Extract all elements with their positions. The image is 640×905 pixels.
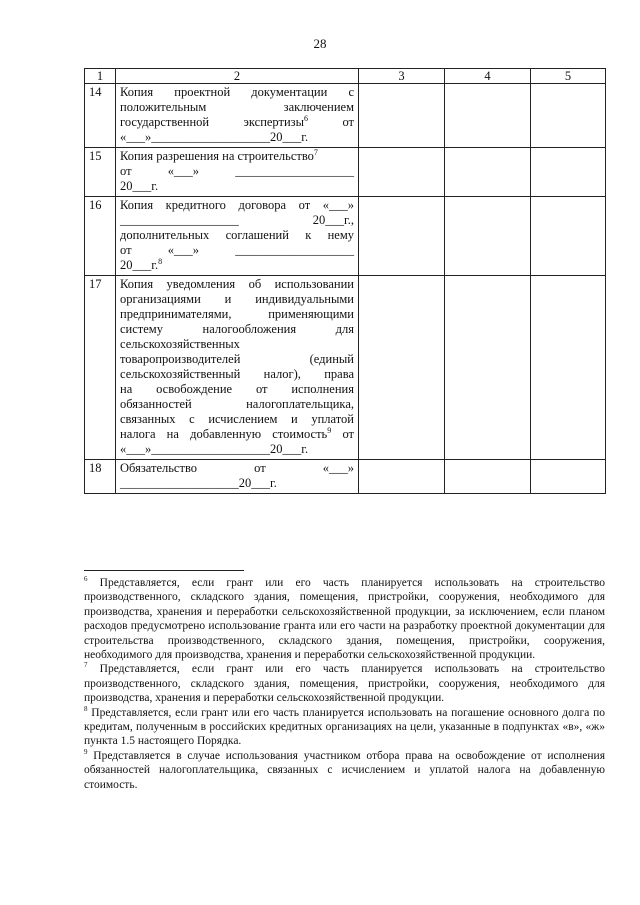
row-cell-col-5 — [531, 84, 606, 148]
page-number: 28 — [313, 36, 327, 51]
row-cell-col-5 — [531, 276, 606, 460]
row-cell-col-5 — [531, 197, 606, 276]
header-col-5: 5 — [531, 69, 606, 84]
description-line: ___________________20___г. — [120, 476, 277, 490]
footnote-mark: 9 — [84, 748, 88, 757]
footnote-text: Представляется, если грант или его часть планируется использовать на погашение основного долга по кредитам, полученным в российских кредитных организациях на цели, указанные в подпунктах «в», «ж» пункта 1.5 настоящего Порядка. — [84, 706, 605, 748]
description-line: налога на добавленную стоимость — [120, 427, 328, 441]
description-line: дополнительных соглашений к нему — [120, 228, 354, 242]
description-line: от — [342, 115, 355, 129]
row-cell-col-3 — [359, 460, 445, 494]
row-number: 18 — [85, 460, 116, 494]
footnote — [84, 662, 605, 705]
description-line: Копия разрешения на строительство — [120, 149, 314, 163]
footnote-text: Представляется, если грант или его часть планируется использовать на строительство производственного, складского здания, помещения, пристройки, сооружения, необходимого для производства, хранения и переработки сельскохозяйственной продукции. — [84, 663, 605, 705]
description-line: от «___» ___________________ — [120, 164, 354, 178]
row-cell-col-3 — [359, 148, 445, 197]
description-line: сельскохозяйственный налог), права — [120, 367, 354, 381]
header-col-3: 3 — [359, 69, 445, 84]
footnote-ref: 9 — [327, 425, 332, 435]
description-line: 20___г. — [120, 258, 159, 272]
description-line: 20___г. — [120, 179, 159, 193]
row-cell-col-4 — [445, 460, 531, 494]
footnote — [84, 706, 605, 749]
row-description — [116, 197, 359, 276]
row-cell-col-4 — [445, 84, 531, 148]
table-row — [85, 460, 606, 494]
row-cell-col-4 — [445, 148, 531, 197]
description-line: Копия проектной документации с — [120, 85, 354, 99]
row-number: 14 — [85, 84, 116, 148]
description-line: связанных с исчислением и уплатой — [120, 412, 354, 426]
description-line: ___________________ 20___г., — [120, 213, 354, 227]
description-line: организациями и индивидуальными — [120, 292, 354, 306]
table-row — [85, 197, 606, 276]
row-cell-col-3 — [359, 197, 445, 276]
table-row — [85, 84, 606, 148]
row-description — [116, 84, 359, 148]
description-line: положительным заключением — [120, 100, 354, 114]
row-cell-col-5 — [531, 460, 606, 494]
footnotes — [84, 576, 605, 792]
description-line: «___»___________________20___г. — [120, 130, 309, 144]
header-col-2: 2 — [116, 69, 359, 84]
footnote-text: Представляется, если грант или его часть планируется использовать на строительство производственного, складского здания, помещения, пристройки, сооружения, необходимого для производства, хранения и переработки сельскохозяйственной продукции, за исключением, если планом расходов предусмотрено использование гранта или его части на разработку проектной документации для строительства производственного, складского здания, помещения, пристройки, сооружения, необходимого для производства, хранения и переработки сельскохозяйственной продукции. — [84, 577, 605, 662]
footnote-divider — [84, 570, 244, 571]
row-description — [116, 276, 359, 460]
description-line: сельскохозяйственных — [120, 337, 240, 351]
description-line: «___»___________________20___г. — [120, 442, 309, 456]
footnote-ref: 7 — [313, 147, 318, 157]
header-col-4: 4 — [445, 69, 531, 84]
footnote — [84, 576, 605, 662]
footnote — [84, 749, 605, 792]
row-cell-col-4 — [445, 276, 531, 460]
row-number: 17 — [85, 276, 116, 460]
row-description — [116, 148, 359, 197]
row-cell-col-5 — [531, 148, 606, 197]
description-line: на освобождение от исполнения — [120, 382, 354, 396]
footnote-ref: 8 — [158, 256, 163, 266]
footnote-ref: 6 — [304, 113, 309, 123]
table-row — [85, 148, 606, 197]
description-line: Обязательство от «___» — [120, 461, 354, 475]
row-number: 15 — [85, 148, 116, 197]
row-cell-col-4 — [445, 197, 531, 276]
description-line: Копия кредитного договора от «___» — [120, 198, 354, 212]
footnote-mark: 7 — [84, 661, 88, 670]
description-line: от — [342, 427, 355, 441]
footnote-mark: 8 — [84, 704, 88, 713]
description-line: предпринимателями, применяющими — [120, 307, 354, 321]
row-description — [116, 460, 359, 494]
description-line: обязанностей налогоплательщика, — [120, 397, 354, 411]
documents-table — [84, 68, 606, 494]
footnote-mark: 6 — [84, 575, 88, 584]
table-row — [85, 276, 606, 460]
description-line: систему налогообложения для — [120, 322, 354, 336]
footnote-text: Представляется в случае использования участником отбора права на освобождение от исполнения обязанностей налогоплательщика, связанных с исчислением и уплатой налога на добавленную стоимость. — [84, 749, 606, 791]
row-cell-col-3 — [359, 276, 445, 460]
description-line: от «___» ___________________ — [120, 243, 354, 257]
row-cell-col-3 — [359, 84, 445, 148]
description-line: товаропроизводителей (единый — [120, 352, 354, 366]
header-col-1: 1 — [85, 69, 116, 84]
row-number: 16 — [85, 197, 116, 276]
description-line: Копия уведомления об использовании — [120, 277, 354, 291]
description-line: государственной экспертизы — [120, 115, 305, 129]
table-header-row — [85, 69, 606, 84]
